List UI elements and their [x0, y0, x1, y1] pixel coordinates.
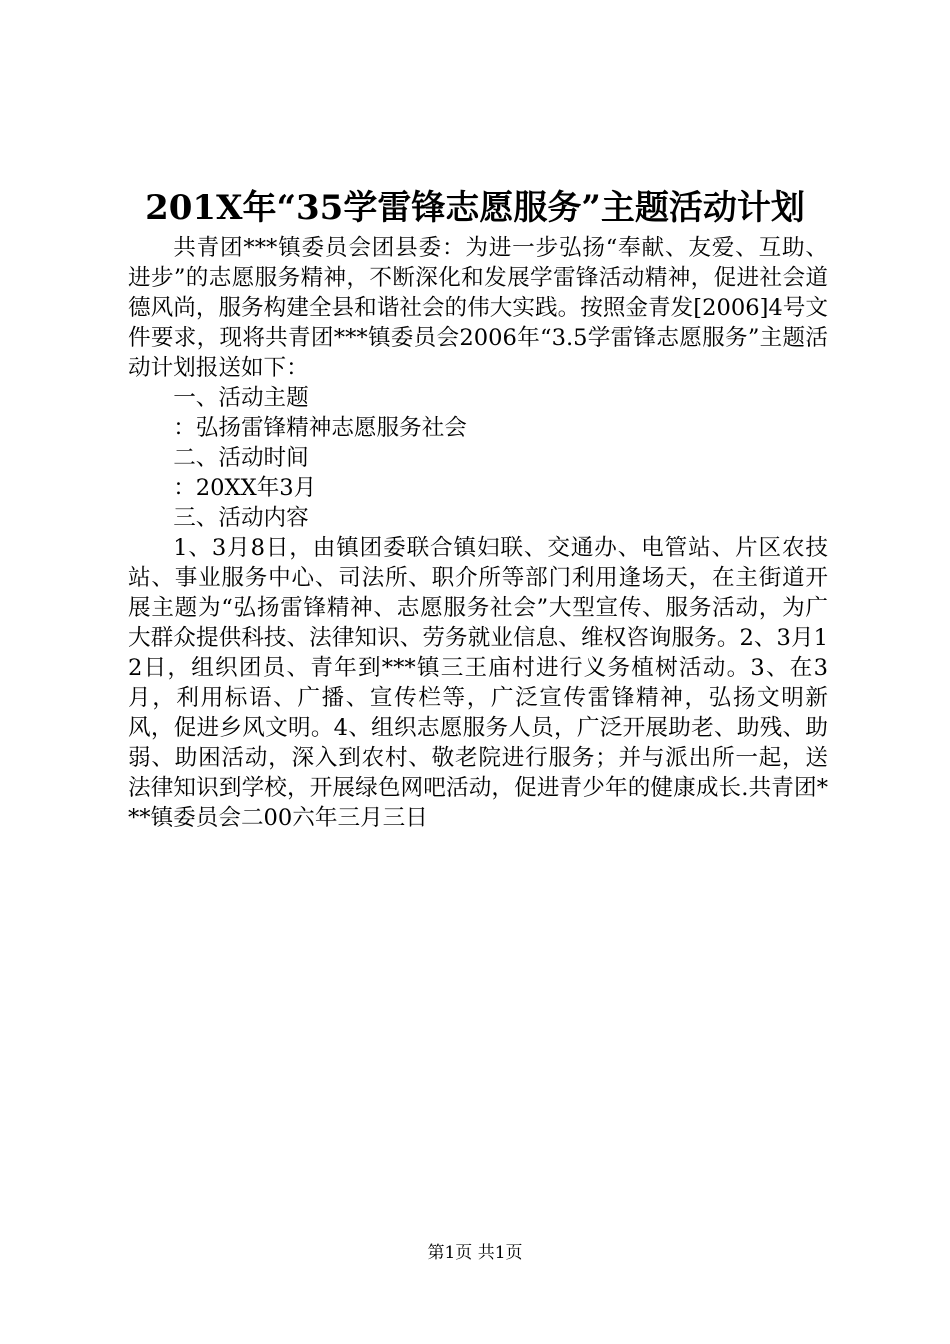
- section-heading-theme: 一、活动主题: [173, 385, 309, 411]
- section-heading-content: 三、活动内容: [173, 505, 309, 531]
- section-value-theme: ：弘扬雷锋精神志愿服务社会: [173, 415, 467, 441]
- intro-paragraph: 共青团***镇委员会团县委：为进一步弘扬“奉献、友爱、互助、进步”的志愿服务精神，不断深化和发展学雷锋活动精神，促进社会道德风尚，服务构建全县和谐社会的伟大实践。按照金青发[2006]4号文件要求，现将共青团***镇委员会2006年“3.5学雷锋志愿服务”主题活动计划报送如下：: [128, 235, 828, 381]
- content-paragraph: 1、3月8日，由镇团委联合镇妇联、交通办、电管站、片区农技站、事业服务中心、司法所、职介所等部门利用逢场天，在主街道开展主题为“弘扬雷锋精神、志愿服务社会”大型宣传、服务活动，为广大群众提供科技、法律知识、劳务就业信息、维权咨询服务。2、3月12日，组织团员、青年到***镇三王庙村进行义务植树活动。3、在3月，利用标语、广播、宣传栏等，广泛宣传雷锋精神，弘扬文明新风，促进乡风文明。4、组织志愿服务人员，广泛开展助老、助残、助弱、助困活动，深入到农村、敬老院进行服务；并与派出所一起，送法律知识到学校，开展绿色网吧活动，促进青少年的健康成长.共青团***镇委员会二00六年三月三日: [128, 535, 828, 831]
- document-body: [128, 233, 828, 833]
- section-heading-time: 二、活动时间: [173, 445, 309, 471]
- document-title: 201X年“35学雷锋志愿服务”主题活动计划: [145, 188, 805, 228]
- page-number-footer: 第1页 共1页: [427, 1243, 523, 1263]
- section-value-time: ：20XX年3月: [173, 475, 317, 501]
